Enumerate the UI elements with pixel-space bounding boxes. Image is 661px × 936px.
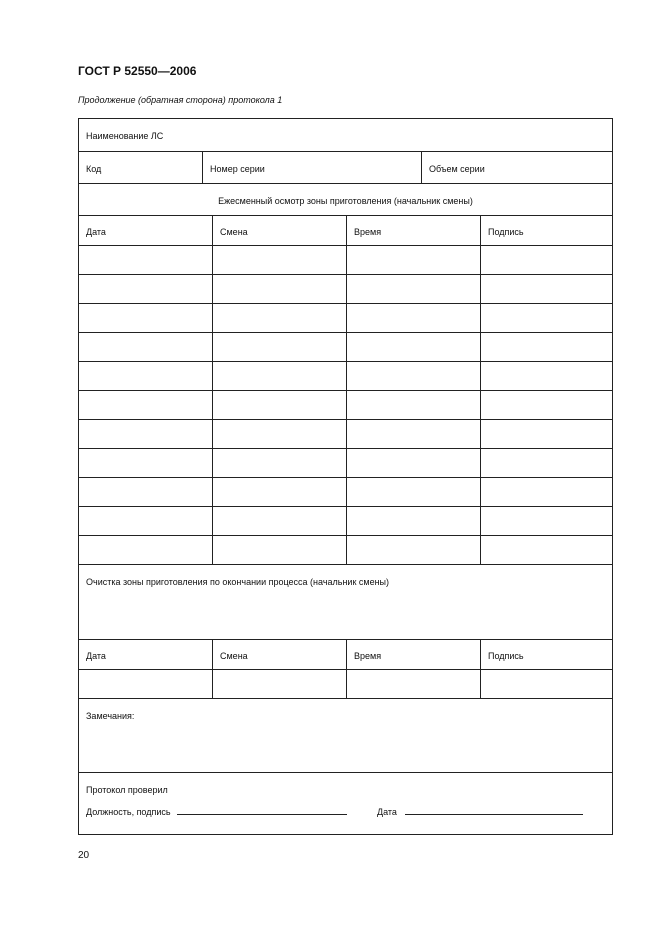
cleaning-row bbox=[79, 670, 612, 699]
cleaning-header-date: Дата bbox=[79, 640, 213, 669]
verification-section bbox=[79, 773, 612, 834]
drug-name-row bbox=[79, 119, 612, 152]
batch-number-cell bbox=[203, 152, 422, 183]
table-row bbox=[79, 449, 612, 478]
page-number: 20 bbox=[78, 850, 90, 861]
cleaning-header-signature: Подпись bbox=[488, 651, 524, 661]
checked-label: Протокол проверил bbox=[86, 785, 168, 795]
table-row bbox=[79, 246, 612, 275]
table-row bbox=[79, 362, 612, 391]
code-label: Код bbox=[86, 164, 102, 174]
drug-name-label: Наименование ЛС bbox=[86, 131, 164, 141]
table-row bbox=[79, 536, 612, 565]
header-shift: Смена bbox=[213, 216, 347, 245]
position-signature-field bbox=[86, 806, 347, 817]
batch-number-label: Номер серии bbox=[210, 164, 265, 174]
cleaning-header-time: Время bbox=[347, 640, 481, 669]
inspection-header-row bbox=[79, 216, 612, 246]
position-signature-label: Должность, подпись bbox=[86, 807, 171, 817]
header-time: Время bbox=[347, 216, 481, 245]
header-date: Дата bbox=[79, 216, 213, 245]
table-row bbox=[79, 420, 612, 449]
date-field bbox=[377, 806, 583, 817]
batch-volume-label: Объем серии bbox=[429, 164, 485, 174]
table-row bbox=[79, 275, 612, 304]
table-row bbox=[79, 304, 612, 333]
cleaning-header-shift: Смена bbox=[213, 640, 347, 669]
cleaning-section bbox=[79, 565, 612, 640]
table-row bbox=[79, 478, 612, 507]
document-id: ГОСТ Р 52550—2006 bbox=[78, 64, 197, 78]
table-caption: Продолжение (обратная сторона) протокола 1 bbox=[78, 95, 283, 105]
date-label: Дата bbox=[377, 807, 397, 817]
table-row bbox=[79, 507, 612, 536]
remarks-section bbox=[79, 699, 612, 773]
remarks-label: Замечания: bbox=[86, 711, 135, 721]
position-signature-line bbox=[177, 806, 347, 815]
shift-inspection-title-row bbox=[79, 184, 612, 216]
table-row bbox=[79, 333, 612, 362]
batch-volume-cell bbox=[422, 152, 612, 183]
cleaning-header-row bbox=[79, 640, 612, 670]
code-batch-row bbox=[79, 152, 612, 184]
table-row bbox=[79, 391, 612, 420]
date-line bbox=[405, 806, 583, 815]
header-signature: Подпись bbox=[488, 227, 524, 237]
cleaning-title: Очистка зоны приготовления по окончании процесса (начальник смены) bbox=[86, 577, 390, 587]
shift-inspection-title: Ежесменный осмотр зоны приготовления (начальник смены) bbox=[218, 196, 473, 206]
protocol-form bbox=[78, 118, 613, 835]
code-cell bbox=[79, 152, 203, 183]
